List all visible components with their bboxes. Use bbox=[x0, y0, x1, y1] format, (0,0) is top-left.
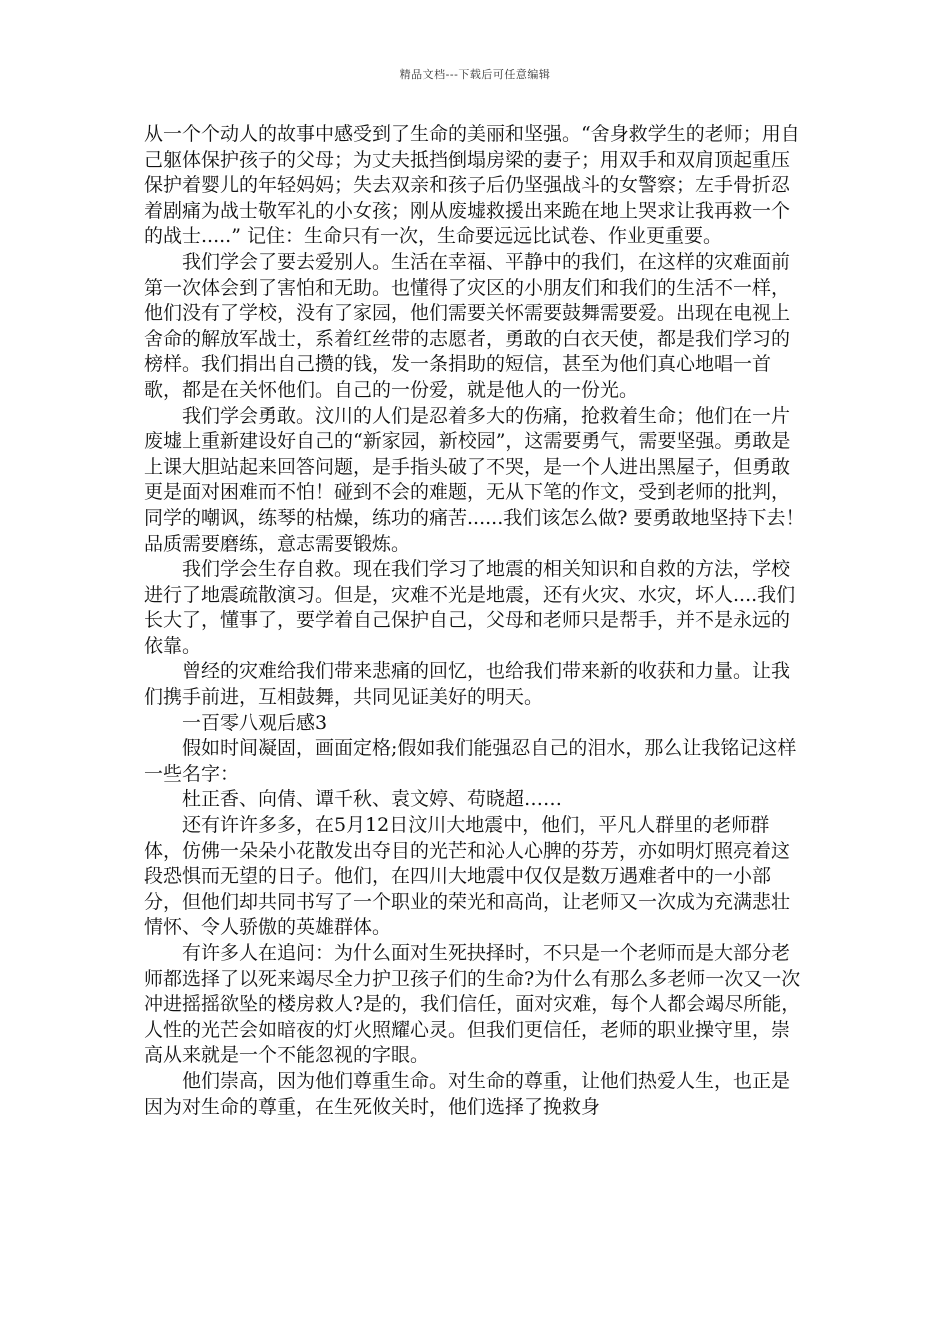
paragraph-5: 曾经的灾难给我们带来悲痛的回忆，也给我们带来新的收获和力量。让我们携手前进，互相鼓舞，共同见证美好的明天。 bbox=[144, 660, 791, 709]
paragraph-4: 我们学会生存自救。现在我们学习了地震的相关知识和自救的方法，学校进行了地震疏散演习。但是，灾难不光是地震，还有火灾、水灾，坏人....我们长大了，懂事了，要学着自己保护自己，父母和老师只是帮手，并不是永远的依靠。 bbox=[144, 558, 796, 657]
paragraph-3: 我们学会勇敢。汶川的人们是忍着多大的伤痛，抢救着生命；他们在一片废墟上重新建设好自己的“新家园，新校园”，这需要勇气，需要坚强。勇敢是上课大胆站起来回答问题，是手指头破了不哭，是一个人进出黑屋子，但勇敢更是面对困难而不怕！碰到不会的难题，无从下笔的作文，受到老师的批判，同学的嘲讽，练琴的枯燥，练功的痛苦......我们该怎么做? 要勇敢地坚持下去！品质需要磨练，意志需要锻炼。 bbox=[144, 404, 805, 555]
paragraph-names: 杜正香、向倩、谭千秋、袁文婷、苟晓超…… bbox=[182, 788, 563, 811]
paragraph-6: 假如时间凝固，画面定格;假如我们能强忍自己的泪水，那么让我铭记这样一些名字： bbox=[144, 737, 797, 785]
paragraph-2: 我们学会了要去爱别人。生活在幸福、平静中的我们，在这样的灾难面前第一次体会到了害怕和无助。也懂得了灾区的小朋友们和我们的生活不一样，他们没有了学校，没有了家园，他们需要关怀需要鼓舞需要爱。出现在电视上舍命的解放军战士，系着红丝带的志愿者，勇敢的白衣天使，都是我们学习的榜样。我们捐出自己攒的钱，发一条捐助的短信，甚至为他们真心地唱一首歌，都是在关怀他们。自己的一份爱，就是他人的一份光。 bbox=[144, 250, 791, 401]
page-header: 精品文档---下载后可任意编辑 bbox=[399, 68, 551, 81]
paragraph-1: 从一个个动人的故事中感受到了生命的美丽和坚强。“舍身救学生的老师；用自己躯体保护孩子的父母；为丈夫抵挡倒塌房梁的妻子；用双手和双肩顶起重压保护着婴儿的年轻妈妈；失去双亲和孩子后仍坚强战斗的女警察；左手骨折忍着剧痛为战士敬军礼的小女孩；刚从废墟救援出来跪在地上哭求让我再救一个的战士.....” 记住：生命只有一次，生命要远远比试卷、作业更重要。 bbox=[144, 123, 800, 248]
paragraph-9: 他们崇高，因为他们尊重生命。对生命的尊重，让他们热爱人生，也正是因为对生命的尊重，在生死攸关时，他们选择了挽救身 bbox=[144, 1069, 791, 1118]
document-body bbox=[144, 122, 806, 1120]
paragraph-7: 还有许许多多，在5月12日汶川大地震中，他们，平凡人群里的老师群体，仿佛一朵朵小花散发出夺目的光芒和沁人心脾的芬芳，亦如明灯照亮着这段恐惧而无望的日子。他们，在四川大地震中仅仅是数万遇难者中的一小部分，但他们却共同书写了一个职业的荣光和高尚，让老师又一次成为充满悲壮情怀、令人骄傲的英雄群体。 bbox=[144, 814, 791, 939]
section-heading: 一百零八观后感3 bbox=[182, 711, 328, 734]
paragraph-8: 有许多人在追问：为什么面对生死抉择时，不只是一个老师而是大部分老师都选择了以死来竭尽全力护卫孩子们的生命?为什么有那么多老师一次又一次冲进摇摇欲坠的楼房救人?是的，我们信任，面对灾难，每个人都会竭尽所能，人性的光芒会如暗夜的灯火照耀心灵。但我们更信任，老师的职业操守里，崇高从来就是一个不能忽视的字眼。 bbox=[144, 942, 801, 1067]
